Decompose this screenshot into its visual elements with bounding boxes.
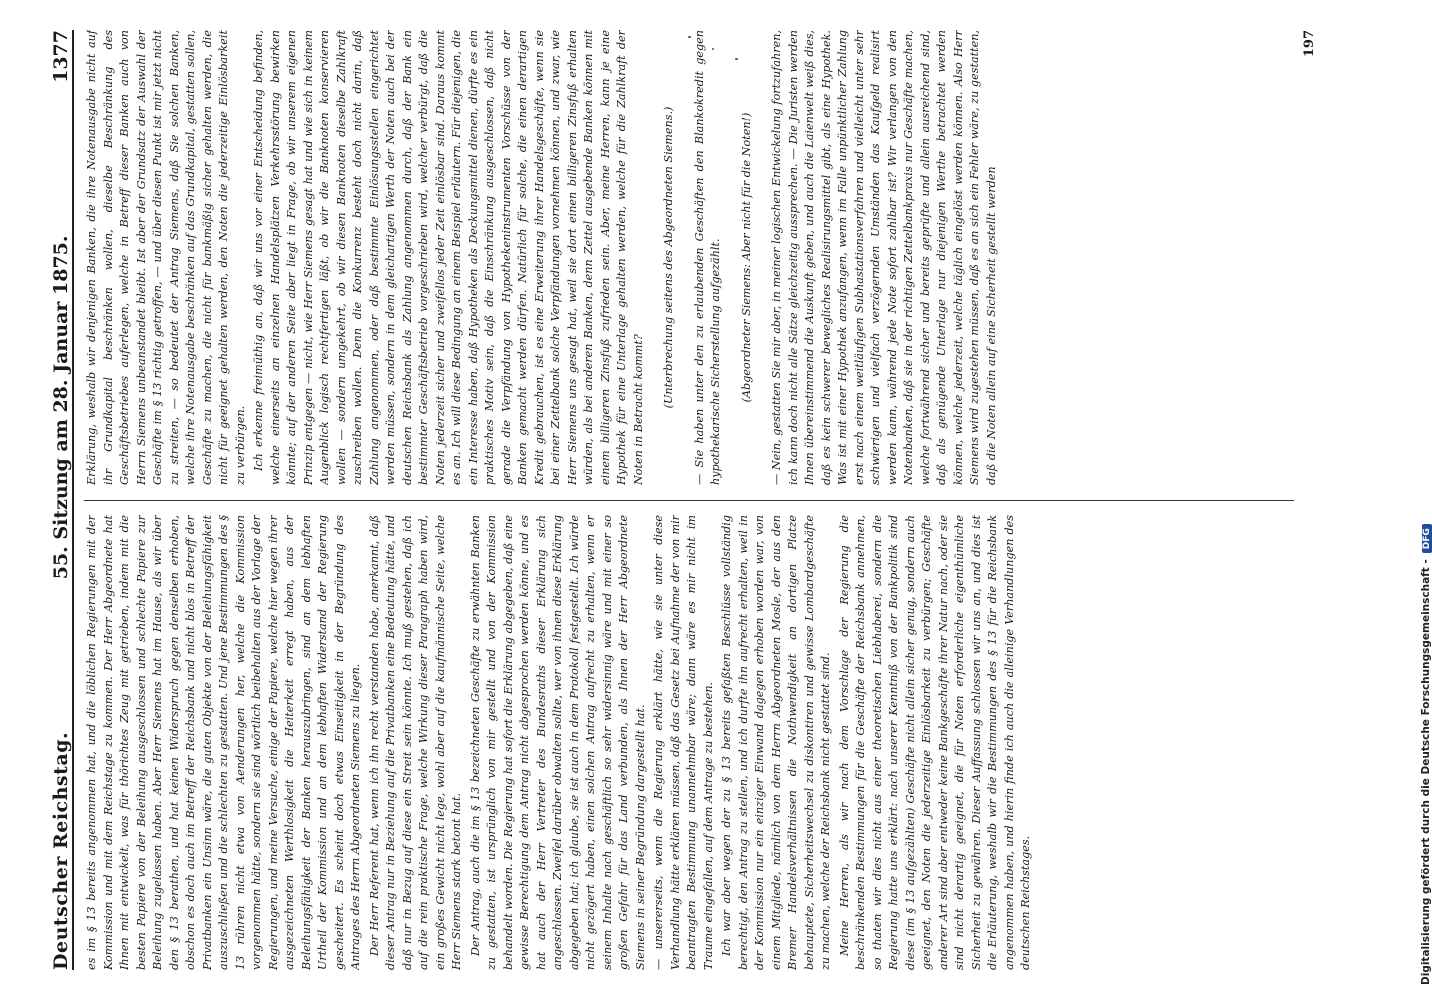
left-paragraph: Meine Herren, als wir nach dem Vorschlage der Regierung die beschränkenden Bestimmungen für die Geschäfte der Reichsbank annehmen, so thaten wir dies nicht aus einer theoretischen Liebhaberei, sondern die Regierung hatte uns erklärt: nach unserer Kenntniß von der Bankpolitik sind diese (im § 13 aufgezählten) Geschäfte nicht allein sicher genug, sondern auch geeignet, den Noten die jederzeitige Einlösbarkeit zu verbürgen; Geschäfte anderer Art sind aber entweder keine Bankgeschäfte ihrer Natur nach, oder sie sind nicht derartig geeignet, die für Noten erforderliche eigenthümliche Sicherheit zu gewähren. Dieser Auffassung schlossen wir uns an, und dies ist die Erläuterung, weshalb wir die Bestimmungen des § 13 für die Reichsbank angenommen haben, und hierin finde ich auch die alleinige Verhandlungen des deutschen Reichstages. <box>837 515 1032 970</box>
scan-speck <box>712 48 714 50</box>
column-divider <box>84 500 1294 501</box>
left-paragraph: Der Herr Referent hat, wenn ich ihn recht verstanden habe, anerkannt, daß dieser Antrag nur in Beziehung auf die Privatbanken eine Bedeutung hätte, und daß nur in Bezug auf diese ein Streit sein könnte. Ich muß gestehen, daß ich auf die rein praktische Frage, welche Wirkung dieser Paragraph haben wird, ein großes Gewicht nicht lege, wohl aber auf die kaufmännische Seite, welche Herr Siemens stark betont hat. <box>367 515 463 970</box>
left-paragraph: Der Antrag, auch die im § 13 bezeichneten Geschäfte zu erwähnten Banken zu gestatten, ist ursprünglich von mir gestellt und von der Kommission behandelt worden. Die Regierung hat sofort die Erklärung abgegeben, daß eine gewisse Berechtigung dem Antrag nicht abgesprochen werden könne, und es hat auch der Herr Vertreter des Bundesraths dieser Erklärung sich angeschlossen. Zweifel darüber obwalten sollte, wer von ihnen diese Erklärung abgegeben hat; ich glaube, sie ist auch in dem Protokoll festgestellt. Ich würde nicht gezögert haben, einen solchen Antrag aufrecht zu erhalten, wenn er seinem Inhalte nach geschäftlich so sehr widersinnig wäre und mit einer so großen Gefahr für das Land verbunden, als Ihnen der Herr Abgeordnete Siemens in seiner Begründung dargestellt hat. <box>468 515 647 970</box>
scan-speck <box>688 36 691 38</box>
right-paragraph: Erklärung, weshalb wir denjenigen Banken, die ihre Notenausgabe nicht auf ihr Grundkapital beschränken wollen, dieselbe Beschränkung des Geschäftsbetriebes auferlegen, welche in Betreff dieser Banken auch von Herrn Siemens unbeanstandet bleibt. Ist aber der Grundsatz der Auswahl der Geschäfte im § 13 richtig getroffen, — und über diesen Punkt ist mir jetzt nicht zu streiten, — so bedeutet der Antrag Siemens, daß Sie solchen Banken, welche ihre Notenausgabe beschränken auf das Grundkapital, gestatten sollen, Geschäfte zu machen, die nicht für bankmäßig sicher gehalten werden, die nicht für geeignet gehalten werden, den Noten die jederzeitige Einlösbarkeit zu verbürgen. <box>85 30 247 485</box>
left-paragraph: — unsererseits, wenn die Regierung erklärt hätte, wie sie unter diese Verhandlung hätte erklären müssen, daß das Gesetz bei Aufnahme der von mir beantragten Bestimmung unannehmbar wäre; dann wäre es mir nicht im Traume eingefallen, auf dem Antrage zu bestehen. <box>652 515 715 970</box>
dfg-credit-text: Digitalisierung gefördert durch die Deutsche Forschungsgemeinschaft - <box>1420 559 1432 985</box>
right-paragraph: — Nein, gestatten Sie mir aber, in meiner logischen Entwickelung fortzufahren, ich kann doch nicht alle Sätze gleichzeitig aussprechen. — Die Juristen werden Ihnen übereinstimmend die Auskunft geben, und auch die Laienwelt weiß dies, daß es kein schwerer bewegliches Realisirungsmittel gibt, als eine Hypothek. Was ist mit einer Hypothek anzufangen, wenn im Falle unpünktlicher Zahlung erst nach einem weitläufigen Subhastationsverfahren und vielleicht unter sehr schwierigen und vielfach verzögernden Umständen das Kaufgeld realisirt werden kann, während jede Note sofort zahlbar ist? Wir verlangen von den Notenbanken, daß sie in der richtigen Zettelbankpraxis nur Geschäfte machen, welche fortwährend sicher und bereits geprüfte und allein ausreichend sind, daß als genügende Unterlage nur diejenigen Werthe betrachtet werden können, welche jederzeit, welche täglich eingelöst werden können. Also Herr Siemens wird zugestehen müssen, daß es an sich ein Fehler wäre, zu gestatten, daß die Noten allein auf eine Sicherheit gestellt werden <box>770 30 998 485</box>
left-column <box>84 515 1294 970</box>
header-page-number: 1377 <box>50 30 72 83</box>
header-publication-title: Deutscher Reichstag. <box>50 731 72 970</box>
left-paragraph: es im § 13 bereits angenommen hat, und die löblichen Regierungen mit der Kommission und mit dem Reichstage zu kommen. Der Herr Abgeordnete hat Ihnen mit entwickelt, was für thörichtes Zeug mit getrieben, indem mit die besten Papiere von der Beleihung ausgeschlossen und schlechte Papiere zur Beleihung zugelassen haben. Aber Herr Siemens hat im Hause, als wir über den § 13 berathen, und hat keinen Widerspruch gegen denselben erhoben, obschon es doch auch im Betreff der Reichsbank und nicht blos in Betreff der Privatbanken ein Unsinn wäre, die guten Objekte von der Beleihungsfähigkeit auszuschließen und die schlechten zu gestatten. Und jene Bestimmungen des § 13 rühren nicht etwa von Aenderungen her, welche die Kommission vorgenommen hätte, sondern sie sind wörtlich beibehalten aus der Vorlage der Regierungen, und meine Versuche, einige der Papiere, welche hier wegen ihrer ausgezeichneten Werthlosigkeit die Heiterkeit erregt haben, aus der Beleihungsfähigkeit der Banken herauszubringen, sind an dem lebhaften Urtheil der Kommission und an dem lebhaften Widerstand der Regierung gescheitert. Es scheint doch etwas Einseitigkeit in der Begründung des Antrages des Herrn Abgeordneten Siemens zu liegen. <box>85 515 362 970</box>
right-column <box>84 30 1294 485</box>
interjection-note: (Abgeordneter Siemens: Aber nicht für die Noten!) <box>739 112 753 403</box>
signature-mark: 197 <box>1302 30 1317 58</box>
header-session-date: 55. Sitzung am 28. Januar 1875. <box>50 235 72 580</box>
scan-speck <box>735 58 738 60</box>
right-paragraph: — Sie haben unter den zu erlaubenden Geschäften den Blankokredit gegen hypothekarische Sicherstellung aufgezählt. <box>692 30 722 485</box>
dfg-credit <box>1420 524 1432 985</box>
dfg-logo: DFG <box>1422 524 1432 553</box>
left-paragraph: Ich war aber wegen der zu § 13 bereits gefaßten Beschlüsse vollständig berechtigt, den Antrag zu stellen, und ich durfte ihn aufrecht erhalten, weil in der Kommission nur ein einziger Einwand dagegen erhoben worden war, von einem Mitgliede, nämlich von dem Herrn Abgeordneten Mosle, der aus den Bremer Handelsverhältnissen die Nothwendigkeit an dortigen Platze behauptete, Sicherheitswechsel zu diskontiren und gewisse Lombardgeschäfte zu machen, welche der Reichsbank nicht gestattet sind. <box>720 515 832 970</box>
page-header <box>32 30 74 970</box>
right-paragraph: Ich erkenne freimüthig an, daß wir uns vor einer Entscheidung befinden, welche einerseits an einzelnen Handelsplätzen Verkehrsstörung bewirken könnte; auf der anderen Seite aber liegt in Frage, ob wir unserem eigenen Prinzip entgegen — nicht, wie Herr Siemens gesagt hat und wie sich in keinem Augenblick logisch rechtfertigen läßt, ob wir die Banknoten konservieren wollen — sondern umgekehrt, ob wir diesen Banknoten dieselbe Zahlkraft zuschreiben wollen. Denn die Konkurrenz besteht doch nicht darin, daß Zahlung angenommen, oder daß bestimmte Einlösungsstellen eingerichtet werden müssen, sondern in dem gleichartigen Werth der Noten auch bei der deutschen Reichsbank als Zahlung angenommen durch, daß der Bank ein bestimmter Geschäftsbetrieb vorgeschrieben wird, welcher verbürgt, daß die Noten jederzeit sicher und zweifellos jeder Zeit einlösbar sind. Daraus kommt es an. Ich will diese Bedingung an einem Beispiel erläutern. Für diejenigen, die ein Interesse haben, daß Hypotheken als Deckungsmittel dienen, dürfte es ein praktisches Motiv sein, daß die Einschränkung ausgeschlossen, daß nicht gerade die Verpfändung von Hypothekeninstrumenten Vorschüsse von der Banken gemacht werden dürfen. Natürlich für solche, die einen derartigen Kredit gebrauchen, ist es eine Erweiterung ihrer Handelsgeschäfte, wenn sie bei einer Zettelbank solche Verpfändungen vornehmen können, und zwar, wie Herr Siemens uns gesagt hat, weil sie dort einen billigeren Zinsfuß erhalten würden, als bei anderen Banken, denn Zettel ausgebende Banken können mit einem billigeren Zinsfuß zufrieden sein. Aber, meine Herren, kann je eine Hypothek für eine Unterlage gehalten werden, welche für die Zahlkraft der Noten in Betracht kommt? <box>252 30 645 485</box>
interruption-note: (Unterbrechung seitens des Abgeordneten Siemens.) <box>662 106 675 409</box>
